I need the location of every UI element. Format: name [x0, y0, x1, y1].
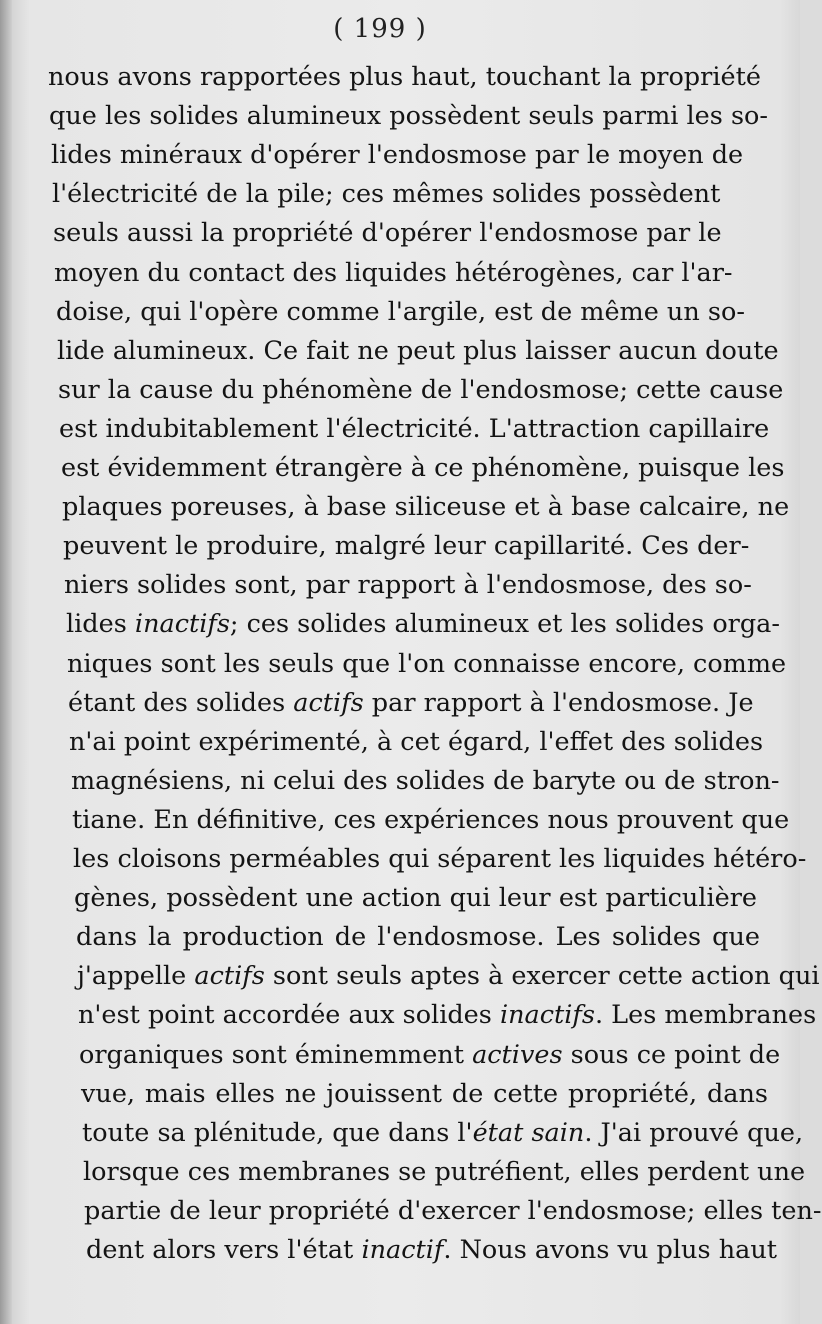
text-line	[76, 921, 760, 953]
text-run: l'électricité de la pile; ces mêmes solides possèdent	[52, 179, 721, 209]
text-line	[57, 335, 779, 367]
text-run: est indubitablement l'électricité. L'attraction capillaire	[59, 414, 770, 444]
text-line	[82, 1117, 804, 1149]
text-run: . J'ai prouvé que,	[584, 1118, 804, 1148]
text-run: magnésiens, ni celui des solides de baryte ou de stron-	[71, 766, 780, 796]
text-line	[59, 413, 770, 445]
text-line	[69, 726, 764, 758]
text-line	[78, 999, 817, 1031]
text-run: lorsque ces membranes se putréfient, elles perdent une	[83, 1157, 806, 1187]
text-line	[73, 843, 807, 875]
text-run: niques sont les seuls que l'on connaisse encore, comme	[67, 649, 787, 679]
text-line	[86, 1234, 777, 1266]
text-run: niers solides sont, par rapport à l'endosmose, des so-	[64, 570, 752, 600]
text-line	[56, 296, 745, 328]
page-number: ( 199 )	[333, 14, 427, 44]
text-run: par rapport à l'endosmose. Je	[363, 688, 754, 718]
text-run: nous avons rapportées plus haut, touchant la propriété	[48, 62, 761, 92]
text-run: gènes, possèdent une action qui leur est particulière	[74, 883, 757, 913]
text-run: ; ces solides alumineux et les solides orga-	[229, 609, 781, 639]
binding-edge	[0, 0, 12, 1324]
text-line	[66, 608, 781, 640]
text-line	[58, 374, 784, 406]
text-run: dans la production de l'endosmose. Les solides que	[76, 922, 760, 952]
text-line	[51, 139, 744, 171]
italic-term: inactifs	[499, 1000, 595, 1030]
text-line	[72, 804, 790, 836]
text-run: est évidemment étrangère à ce phénomène, puisque les	[61, 453, 785, 483]
text-run: partie de leur propriété d'exercer l'endosmose; elles ten-	[84, 1196, 822, 1226]
text-line	[61, 452, 785, 484]
text-line	[68, 687, 754, 719]
text-run: j'appelle	[77, 961, 195, 991]
text-run: lides	[66, 609, 135, 639]
text-run: n'est point accordée aux solides	[78, 1000, 500, 1030]
text-run: . Nous avons vu plus haut	[443, 1235, 777, 1265]
text-line	[84, 1195, 822, 1227]
italic-term: inactifs	[134, 609, 230, 639]
text-line	[52, 178, 719, 210]
text-line	[77, 960, 820, 992]
text-run: tiane. En définitive, ces expériences nous prouvent que	[72, 805, 790, 835]
text-run: sont seuls aptes à exercer cette action qui	[264, 961, 820, 991]
text-run: plaques poreuses, à base siliceuse et à base calcaire, ne	[62, 492, 790, 522]
italic-term: actifs	[293, 688, 364, 718]
text-run: peuvent le produire, malgré leur capillarité. Ces der-	[63, 531, 750, 561]
text-run: toute sa plénitude, que dans l'	[82, 1118, 473, 1148]
text-line	[79, 1039, 781, 1071]
text-line	[74, 882, 757, 914]
text-line	[81, 1078, 768, 1110]
text-line	[63, 530, 750, 562]
italic-term: actives	[472, 1040, 563, 1070]
text-line	[49, 100, 769, 132]
text-run: sous ce point de	[562, 1040, 781, 1070]
text-run: moyen du contact des liquides hétérogènes, car l'ar-	[54, 258, 733, 288]
text-run: lides minéraux d'opérer l'endosmose par le moyen de	[51, 140, 744, 170]
italic-term: inactif	[361, 1235, 444, 1265]
text-line	[62, 491, 790, 523]
text-run: n'ai point expérimenté, à cet égard, l'effet des solides	[69, 727, 764, 757]
text-run: seuls aussi la propriété d'opérer l'endosmose par le	[53, 218, 722, 248]
text-run: lide alumineux. Ce fait ne peut plus laisser aucun doute	[57, 336, 779, 366]
italic-term: état sain	[472, 1118, 585, 1148]
text-run: les cloisons perméables qui séparent les liquides hétéro-	[73, 844, 807, 874]
italic-term: actifs	[194, 961, 265, 991]
text-run: étant des solides	[68, 688, 294, 718]
text-run: doise, qui l'opère comme l'argile, est de même un so-	[56, 297, 745, 327]
text-run: vue, mais elles ne jouissent de cette propriété, dans	[81, 1079, 768, 1109]
text-run: que les solides alumineux possèdent seuls parmi les so-	[49, 101, 769, 131]
text-line	[83, 1156, 806, 1188]
text-line	[71, 765, 780, 797]
text-line	[64, 569, 752, 601]
text-run: sur la cause du phénomène de l'endosmose; cette cause	[58, 375, 784, 405]
text-line	[53, 217, 721, 249]
text-line	[54, 257, 733, 289]
text-run: dent alors vers l'état	[86, 1235, 362, 1265]
text-line	[48, 61, 761, 93]
text-line	[67, 648, 787, 680]
text-run: organiques sont éminemment	[79, 1040, 473, 1070]
text-run: . Les membranes	[594, 1000, 817, 1030]
